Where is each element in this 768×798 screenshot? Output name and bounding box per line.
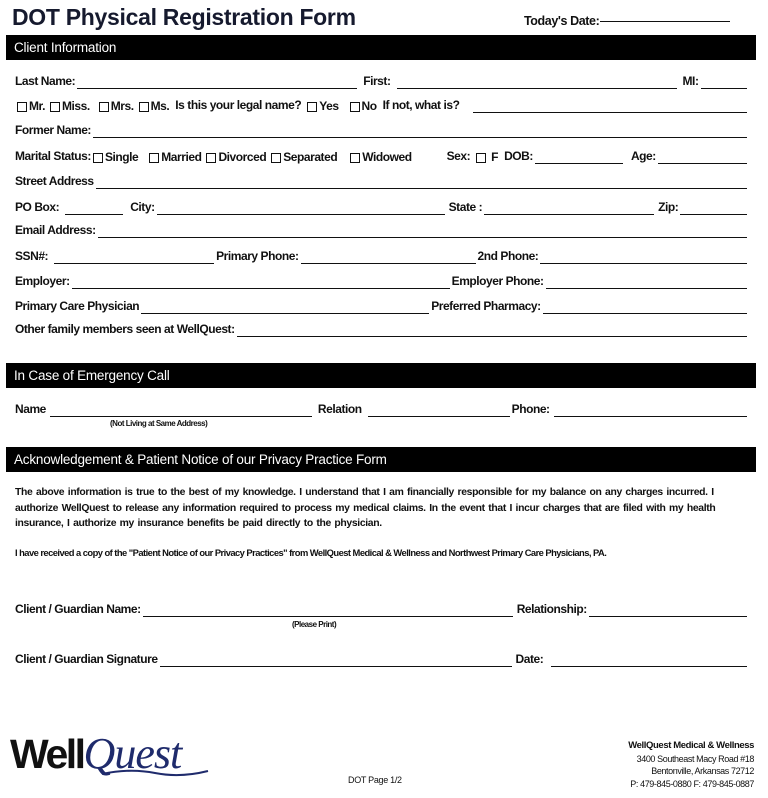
org-name: WellQuest Medical & Wellness bbox=[628, 740, 754, 751]
option-married[interactable]: Married bbox=[147, 150, 201, 164]
city-label: City: bbox=[130, 200, 155, 214]
guardian-signature-row bbox=[15, 649, 749, 667]
primary-phone-input[interactable] bbox=[301, 249, 476, 264]
checkbox-icon[interactable] bbox=[139, 102, 149, 112]
please-print-note: (Please Print) bbox=[292, 620, 337, 629]
mi-input[interactable] bbox=[701, 74, 748, 89]
family-members-input[interactable] bbox=[237, 322, 747, 337]
option-miss[interactable]: Miss. bbox=[48, 99, 90, 113]
second-phone-input[interactable] bbox=[540, 249, 747, 264]
checkbox-icon[interactable] bbox=[149, 153, 159, 163]
pcp-label: Primary Care Physician bbox=[15, 299, 140, 313]
po-box-input[interactable] bbox=[65, 200, 123, 215]
emergency-row bbox=[15, 399, 749, 417]
ssn-label: SSN#: bbox=[15, 249, 49, 263]
legal-name-input[interactable] bbox=[473, 98, 747, 113]
relationship-label: Relationship: bbox=[516, 602, 587, 616]
option-no[interactable]: No bbox=[348, 99, 377, 113]
emergency-name-label: Name bbox=[15, 402, 46, 416]
option-widowed[interactable]: Widowed bbox=[348, 150, 411, 164]
logo-quest-text: Quest bbox=[83, 729, 182, 778]
option-sex-f[interactable]: F bbox=[491, 150, 499, 164]
relation-label: Relation bbox=[317, 402, 362, 416]
checkbox-icon[interactable] bbox=[50, 102, 60, 112]
option-divorced[interactable]: Divorced bbox=[204, 150, 266, 164]
footer-address bbox=[628, 740, 754, 790]
not-living-note: (Not Living at Same Address) bbox=[110, 419, 208, 428]
street-row bbox=[15, 171, 749, 189]
street-address-input[interactable] bbox=[96, 174, 747, 189]
option-yes[interactable]: Yes bbox=[305, 99, 338, 113]
street-address-label: Street Address bbox=[15, 174, 94, 188]
checkbox-icon[interactable] bbox=[17, 102, 27, 112]
checkbox-icon[interactable] bbox=[206, 153, 216, 163]
zip-label: Zip: bbox=[658, 200, 679, 214]
logo-well-text: Well bbox=[10, 731, 84, 777]
checkbox-icon[interactable] bbox=[93, 153, 103, 163]
ssn-input[interactable] bbox=[54, 249, 214, 264]
guardian-signature-input[interactable] bbox=[160, 652, 512, 667]
employer-label: Employer: bbox=[15, 274, 70, 288]
former-name-label: Former Name: bbox=[15, 123, 91, 137]
option-ms[interactable]: Ms. bbox=[137, 99, 170, 113]
section-acknowledgement: Acknowledgement & Patient Notice of our Privacy Practice Form bbox=[6, 447, 756, 472]
dob-input[interactable] bbox=[535, 149, 623, 164]
legal-name-question: Is this your legal name? bbox=[175, 98, 302, 112]
email-row bbox=[15, 220, 749, 238]
po-box-label: PO Box: bbox=[15, 200, 60, 214]
pharmacy-label: Preferred Pharmacy: bbox=[431, 299, 541, 313]
last-name-label: Last Name: bbox=[15, 74, 76, 88]
address-line-1: 3400 Southeast Macy Road #18 bbox=[636, 753, 754, 764]
address-line-2: Bentonville, Arkansas 72712 bbox=[651, 766, 754, 776]
checkbox-icon[interactable] bbox=[350, 102, 360, 112]
relationship-input[interactable] bbox=[589, 602, 747, 617]
phone-row bbox=[15, 246, 749, 264]
email-input[interactable] bbox=[98, 223, 747, 238]
checkbox-icon[interactable] bbox=[271, 153, 281, 163]
option-mr[interactable]: Mr. bbox=[15, 99, 45, 113]
primary-phone-label: Primary Phone: bbox=[216, 249, 299, 263]
physician-row bbox=[15, 296, 749, 314]
todays-date-line[interactable] bbox=[600, 21, 730, 22]
phone-fax: P: 479-845-0880 F: 479-845-0887 bbox=[630, 778, 754, 789]
name-row bbox=[15, 71, 749, 89]
todays-date-label: Today's Date: bbox=[524, 14, 600, 28]
family-members-label: Other family members seen at WellQuest: bbox=[15, 322, 235, 336]
logo-wave-icon bbox=[100, 768, 210, 778]
page-title: DOT Physical Registration Form bbox=[12, 4, 356, 30]
state-label: State : bbox=[448, 200, 483, 214]
emergency-phone-label: Phone: bbox=[511, 402, 550, 416]
emergency-name-input[interactable] bbox=[50, 402, 312, 417]
todays-date-field[interactable] bbox=[524, 14, 730, 28]
checkbox-icon[interactable] bbox=[307, 102, 317, 112]
section-emergency: In Case of Emergency Call bbox=[6, 363, 756, 388]
pharmacy-input[interactable] bbox=[543, 299, 747, 314]
checkbox-icon[interactable] bbox=[350, 153, 360, 163]
page-number: DOT Page 1/2 bbox=[348, 775, 402, 785]
date-label: Date: bbox=[515, 652, 544, 666]
title-row bbox=[15, 95, 749, 113]
section-client-information: Client Information bbox=[6, 35, 756, 60]
checkbox-icon[interactable] bbox=[99, 102, 109, 112]
emergency-phone-input[interactable] bbox=[554, 402, 747, 417]
guardian-name-label: Client / Guardian Name: bbox=[15, 602, 141, 616]
state-input[interactable] bbox=[484, 200, 654, 215]
privacy-notice-text: I have received a copy of the "Patient Notice of our Privacy Practices" from WellQuest Medical & Wellness and Northwest Primary Care Physicians, PA. bbox=[15, 547, 607, 558]
date-input[interactable] bbox=[551, 652, 747, 667]
relation-input[interactable] bbox=[368, 402, 510, 417]
dob-label: DOB: bbox=[504, 149, 533, 163]
email-label: Email Address: bbox=[15, 223, 96, 237]
checkbox-icon[interactable] bbox=[476, 153, 486, 163]
age-input[interactable] bbox=[658, 149, 747, 164]
option-sex-m[interactable] bbox=[474, 153, 488, 164]
guardian-name-input[interactable] bbox=[143, 602, 513, 617]
guardian-name-row bbox=[15, 599, 749, 617]
if-not-label: If not, what is? bbox=[382, 98, 460, 112]
option-separated[interactable]: Separated bbox=[269, 150, 337, 164]
city-input[interactable] bbox=[157, 200, 445, 215]
age-label: Age: bbox=[630, 149, 656, 163]
option-single[interactable]: Single bbox=[91, 150, 138, 164]
pcp-input[interactable] bbox=[141, 299, 429, 314]
employer-row bbox=[15, 271, 749, 289]
acknowledgement-paragraph: The above information is true to the best of my knowledge. I understand that I am financially responsible for my balance on any charges incurred. I authorize WellQuest to release any information required to process my medical claims. In the event that I incur charges that are filed with my health insurance, I authorize my insurance benefits be paid directly to the physician. bbox=[15, 487, 716, 529]
first-name-label: First: bbox=[363, 74, 391, 88]
family-row bbox=[15, 319, 749, 337]
guardian-signature-label: Client / Guardian Signature bbox=[15, 652, 158, 666]
former-name-row bbox=[15, 120, 749, 138]
sex-label: Sex: bbox=[446, 149, 471, 163]
mi-label: MI: bbox=[682, 74, 699, 88]
employer-phone-label: Employer Phone: bbox=[451, 274, 544, 288]
employer-phone-input[interactable] bbox=[546, 274, 747, 289]
marital-row bbox=[15, 146, 749, 164]
second-phone-label: 2nd Phone: bbox=[477, 249, 539, 263]
option-mrs[interactable]: Mrs. bbox=[97, 99, 134, 113]
first-name-input[interactable] bbox=[397, 74, 677, 89]
marital-status-label: Marital Status: bbox=[15, 149, 91, 163]
zip-input[interactable] bbox=[680, 200, 747, 215]
last-name-input[interactable] bbox=[77, 74, 357, 89]
employer-input[interactable] bbox=[72, 274, 450, 289]
former-name-input[interactable] bbox=[93, 123, 747, 138]
po-city-row bbox=[15, 197, 749, 215]
